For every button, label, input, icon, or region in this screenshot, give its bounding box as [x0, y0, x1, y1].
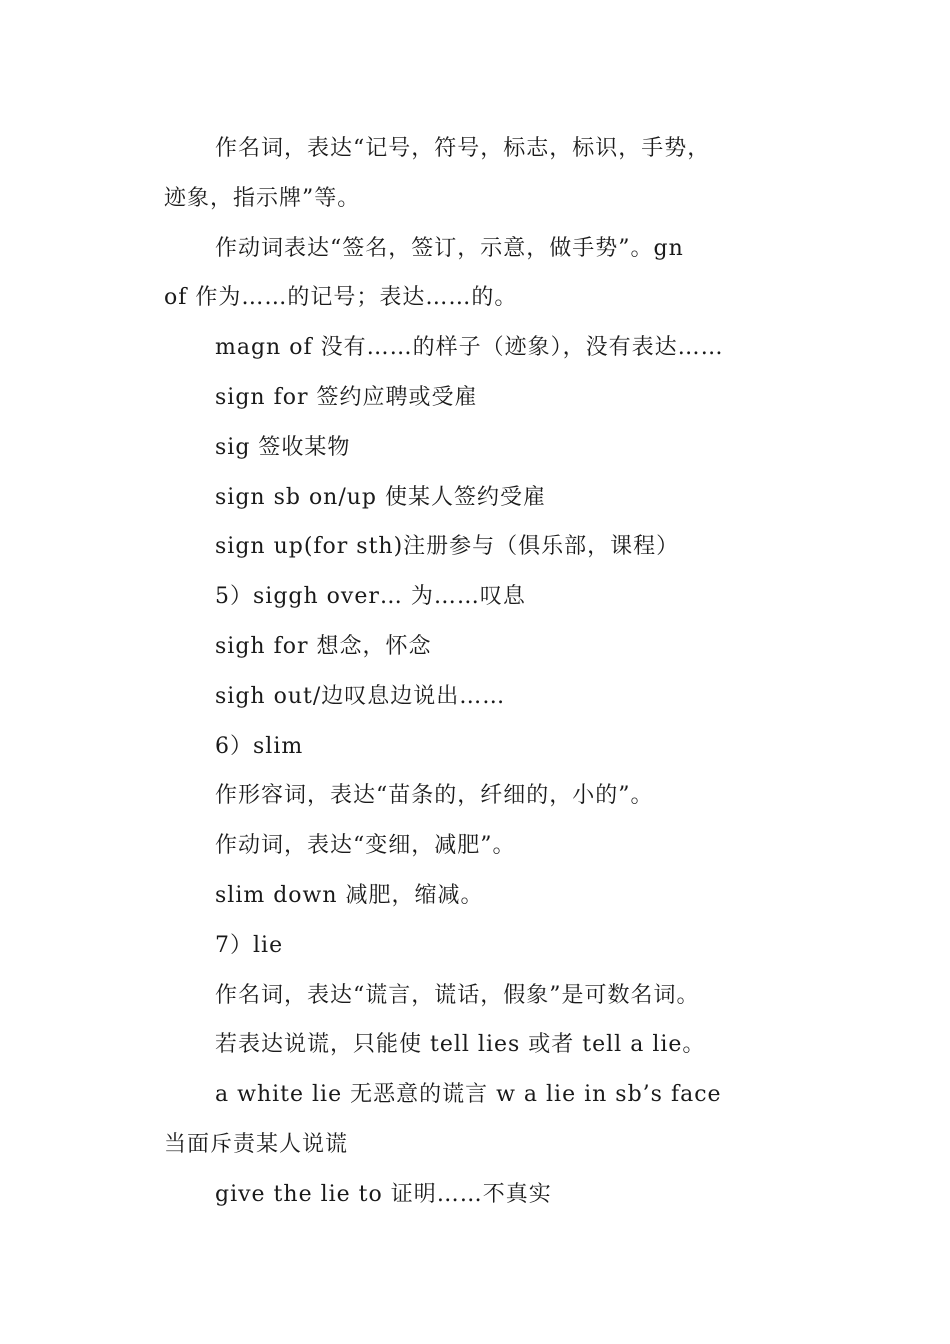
paragraph-line: sigh for 想念，怀念 — [215, 633, 432, 659]
paragraph-line: 作名词，表达“谎言，谎话，假象”是可数名词。 — [215, 982, 700, 1008]
paragraph-line: 当面斥责某人说谎 — [164, 1131, 349, 1157]
paragraph-line: sign for 签约应聘或受雇 — [215, 384, 478, 410]
paragraph-line: sign up(for sth)注册参与（俱乐部，课程） — [215, 534, 680, 560]
paragraph-line: of 作为……的记号；表达……的。 — [164, 285, 518, 311]
paragraph-line: sigh out/边叹息边说出…… — [215, 683, 506, 709]
paragraph-line: sig 签收某物 — [215, 434, 351, 460]
paragraph-line: 作形容词，表达“苗条的，纤细的，小的”。 — [215, 783, 654, 809]
paragraph-line: 若表达说谎，只能使 tell lies 或者 tell a lie。 — [215, 1032, 706, 1058]
document-body — [164, 124, 788, 1220]
paragraph-line: 作名词，表达“记号，符号，标志，标识，手势， — [215, 136, 711, 161]
paragraph-line: 作动词表达“签名，签订，示意，做手势”。gn — [215, 235, 684, 261]
paragraph-line: magn of 没有……的样子（迹象），没有表达…… — [215, 335, 724, 361]
paragraph-line: slim down 减肥，缩减。 — [215, 882, 484, 908]
paragraph-line: give the lie to 证明……不真实 — [215, 1181, 552, 1207]
section-heading: 6）slim — [215, 733, 304, 759]
section-heading: 5）siggh over… 为……叹息 — [215, 584, 526, 610]
section-heading: 7）lie — [215, 932, 284, 958]
paragraph-line: 作动词，表达“变细，减肥”。 — [215, 833, 516, 859]
paragraph-line: a white lie 无恶意的谎言 w a lie in sb’s face — [215, 1082, 722, 1108]
paragraph-line: sign sb on/up 使某人签约受雇 — [215, 484, 547, 510]
paragraph-line: 迹象，指示牌”等。 — [164, 185, 361, 211]
